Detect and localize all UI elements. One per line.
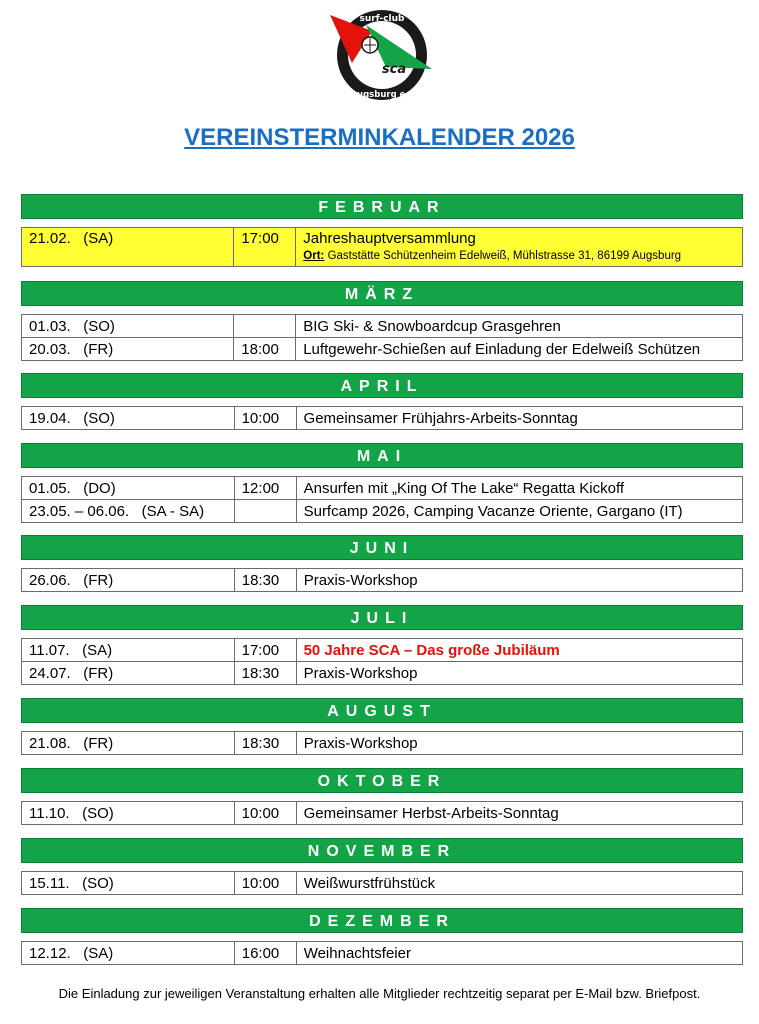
month-header: JUNI xyxy=(21,535,743,560)
event-table xyxy=(21,638,743,685)
location-text: Gaststätte Schützenheim Edelweiß, Mühlstrasse 31, 86199 Augsburg xyxy=(324,250,682,262)
event-date: 01.03. (SO) xyxy=(22,315,234,338)
event-title-cell xyxy=(296,569,742,592)
month-header: NOVEMBER xyxy=(21,838,743,863)
month-header: AUGUST xyxy=(21,698,743,723)
event-title: BIG Ski- & Snowboardcup Grasgehren xyxy=(303,317,561,335)
month-header: DEZEMBER xyxy=(21,908,743,933)
event-time xyxy=(234,315,296,338)
event-title-cell xyxy=(296,802,742,825)
month-header: OKTOBER xyxy=(21,768,743,793)
event-location xyxy=(303,248,735,266)
event-title-cell xyxy=(296,477,742,500)
event-row xyxy=(22,802,743,825)
month-header: MAI xyxy=(21,443,743,468)
event-time: 10:00 xyxy=(234,802,296,825)
event-table xyxy=(21,941,743,965)
event-row xyxy=(22,500,743,523)
event-row xyxy=(22,732,743,755)
event-time: 16:00 xyxy=(234,942,296,965)
event-title: Surfcamp 2026, Camping Vacanze Oriente, Gargano (IT) xyxy=(303,502,683,520)
event-time: 17:00 xyxy=(234,639,296,662)
logo-text-bottom: augsburg e.v. xyxy=(351,90,417,100)
event-title-cell xyxy=(296,500,742,523)
logo-text-top: surf-club xyxy=(359,14,405,24)
month-header: APRIL xyxy=(21,373,743,398)
month-header: JULI xyxy=(21,605,743,630)
event-title-cell xyxy=(296,639,742,662)
event-time: 18:30 xyxy=(234,569,296,592)
event-row xyxy=(22,228,743,267)
event-title: Gemeinsamer Frühjahrs-Arbeits-Sonntag xyxy=(303,409,578,427)
event-row xyxy=(22,662,743,685)
event-title: Luftgewehr-Schießen auf Einladung der Edelweiß Schützen xyxy=(303,340,701,358)
event-title: Weißwurstfrühstück xyxy=(303,874,436,892)
event-time: 18:30 xyxy=(234,662,296,685)
event-time: 18:00 xyxy=(234,338,296,361)
event-row xyxy=(22,639,743,662)
event-time: 10:00 xyxy=(234,407,296,430)
event-table xyxy=(21,801,743,825)
page-title: VEREINSTERMINKALENDER 2026 xyxy=(184,124,575,151)
event-title-cell xyxy=(296,228,743,267)
event-date: 11.07. (SA) xyxy=(22,639,235,662)
event-time: 10:00 xyxy=(234,872,296,895)
event-title: Praxis-Workshop xyxy=(303,571,418,589)
event-title-cell xyxy=(296,872,742,895)
event-date: 26.06. (FR) xyxy=(22,569,235,592)
event-time: 12:00 xyxy=(234,477,296,500)
event-row xyxy=(22,407,743,430)
event-table xyxy=(21,406,743,430)
event-title-cell xyxy=(296,407,742,430)
event-date: 20.03. (FR) xyxy=(22,338,234,361)
event-date: 23.05. – 06.06. (SA - SA) xyxy=(22,500,235,523)
event-time xyxy=(234,500,296,523)
event-table xyxy=(21,314,743,361)
event-title-cell xyxy=(296,315,743,338)
event-date: 24.07. (FR) xyxy=(22,662,235,685)
event-row xyxy=(22,477,743,500)
month-header: MÄRZ xyxy=(21,281,743,306)
event-time: 17:00 xyxy=(234,228,296,267)
event-title-cell xyxy=(296,732,742,755)
event-time: 18:30 xyxy=(234,732,296,755)
event-table xyxy=(21,568,743,592)
event-table xyxy=(21,871,743,895)
location-label: Ort: xyxy=(303,250,325,262)
event-date: 11.10. (SO) xyxy=(22,802,235,825)
event-date: 15.11. (SO) xyxy=(22,872,235,895)
event-table xyxy=(21,227,743,267)
event-title-cell xyxy=(296,942,742,965)
event-table xyxy=(21,731,743,755)
logo-text-center: sca xyxy=(381,62,407,77)
event-title: Praxis-Workshop xyxy=(303,664,418,682)
event-date: 12.12. (SA) xyxy=(22,942,235,965)
event-title: 50 Jahre SCA – Das große Jubiläum xyxy=(303,641,560,659)
event-title: Weihnachtsfeier xyxy=(303,944,411,962)
event-table xyxy=(21,476,743,523)
event-title-cell xyxy=(296,662,742,685)
event-date: 21.02. (SA) xyxy=(22,228,234,267)
event-date: 21.08. (FR) xyxy=(22,732,235,755)
event-row xyxy=(22,315,743,338)
event-row xyxy=(22,872,743,895)
event-title: Ansurfen mit „King Of The Lake“ Regatta Kickoff xyxy=(303,479,625,497)
event-date: 01.05. (DO) xyxy=(22,477,235,500)
event-date: 19.04. (SO) xyxy=(22,407,235,430)
event-row xyxy=(22,569,743,592)
event-title: Praxis-Workshop xyxy=(303,734,418,752)
event-row xyxy=(22,942,743,965)
event-title: Gemeinsamer Herbst-Arbeits-Sonntag xyxy=(303,804,559,822)
event-title-cell xyxy=(296,338,743,361)
month-header: FEBRUAR xyxy=(21,194,743,219)
event-title: Jahreshauptversammlung xyxy=(303,230,476,247)
footer-note: Die Einladung zur jeweiligen Veranstaltung erhalten alle Mitglieder rechtzeitig separat per E-Mail bzw. Briefpost. xyxy=(58,986,701,1001)
event-row xyxy=(22,338,743,361)
